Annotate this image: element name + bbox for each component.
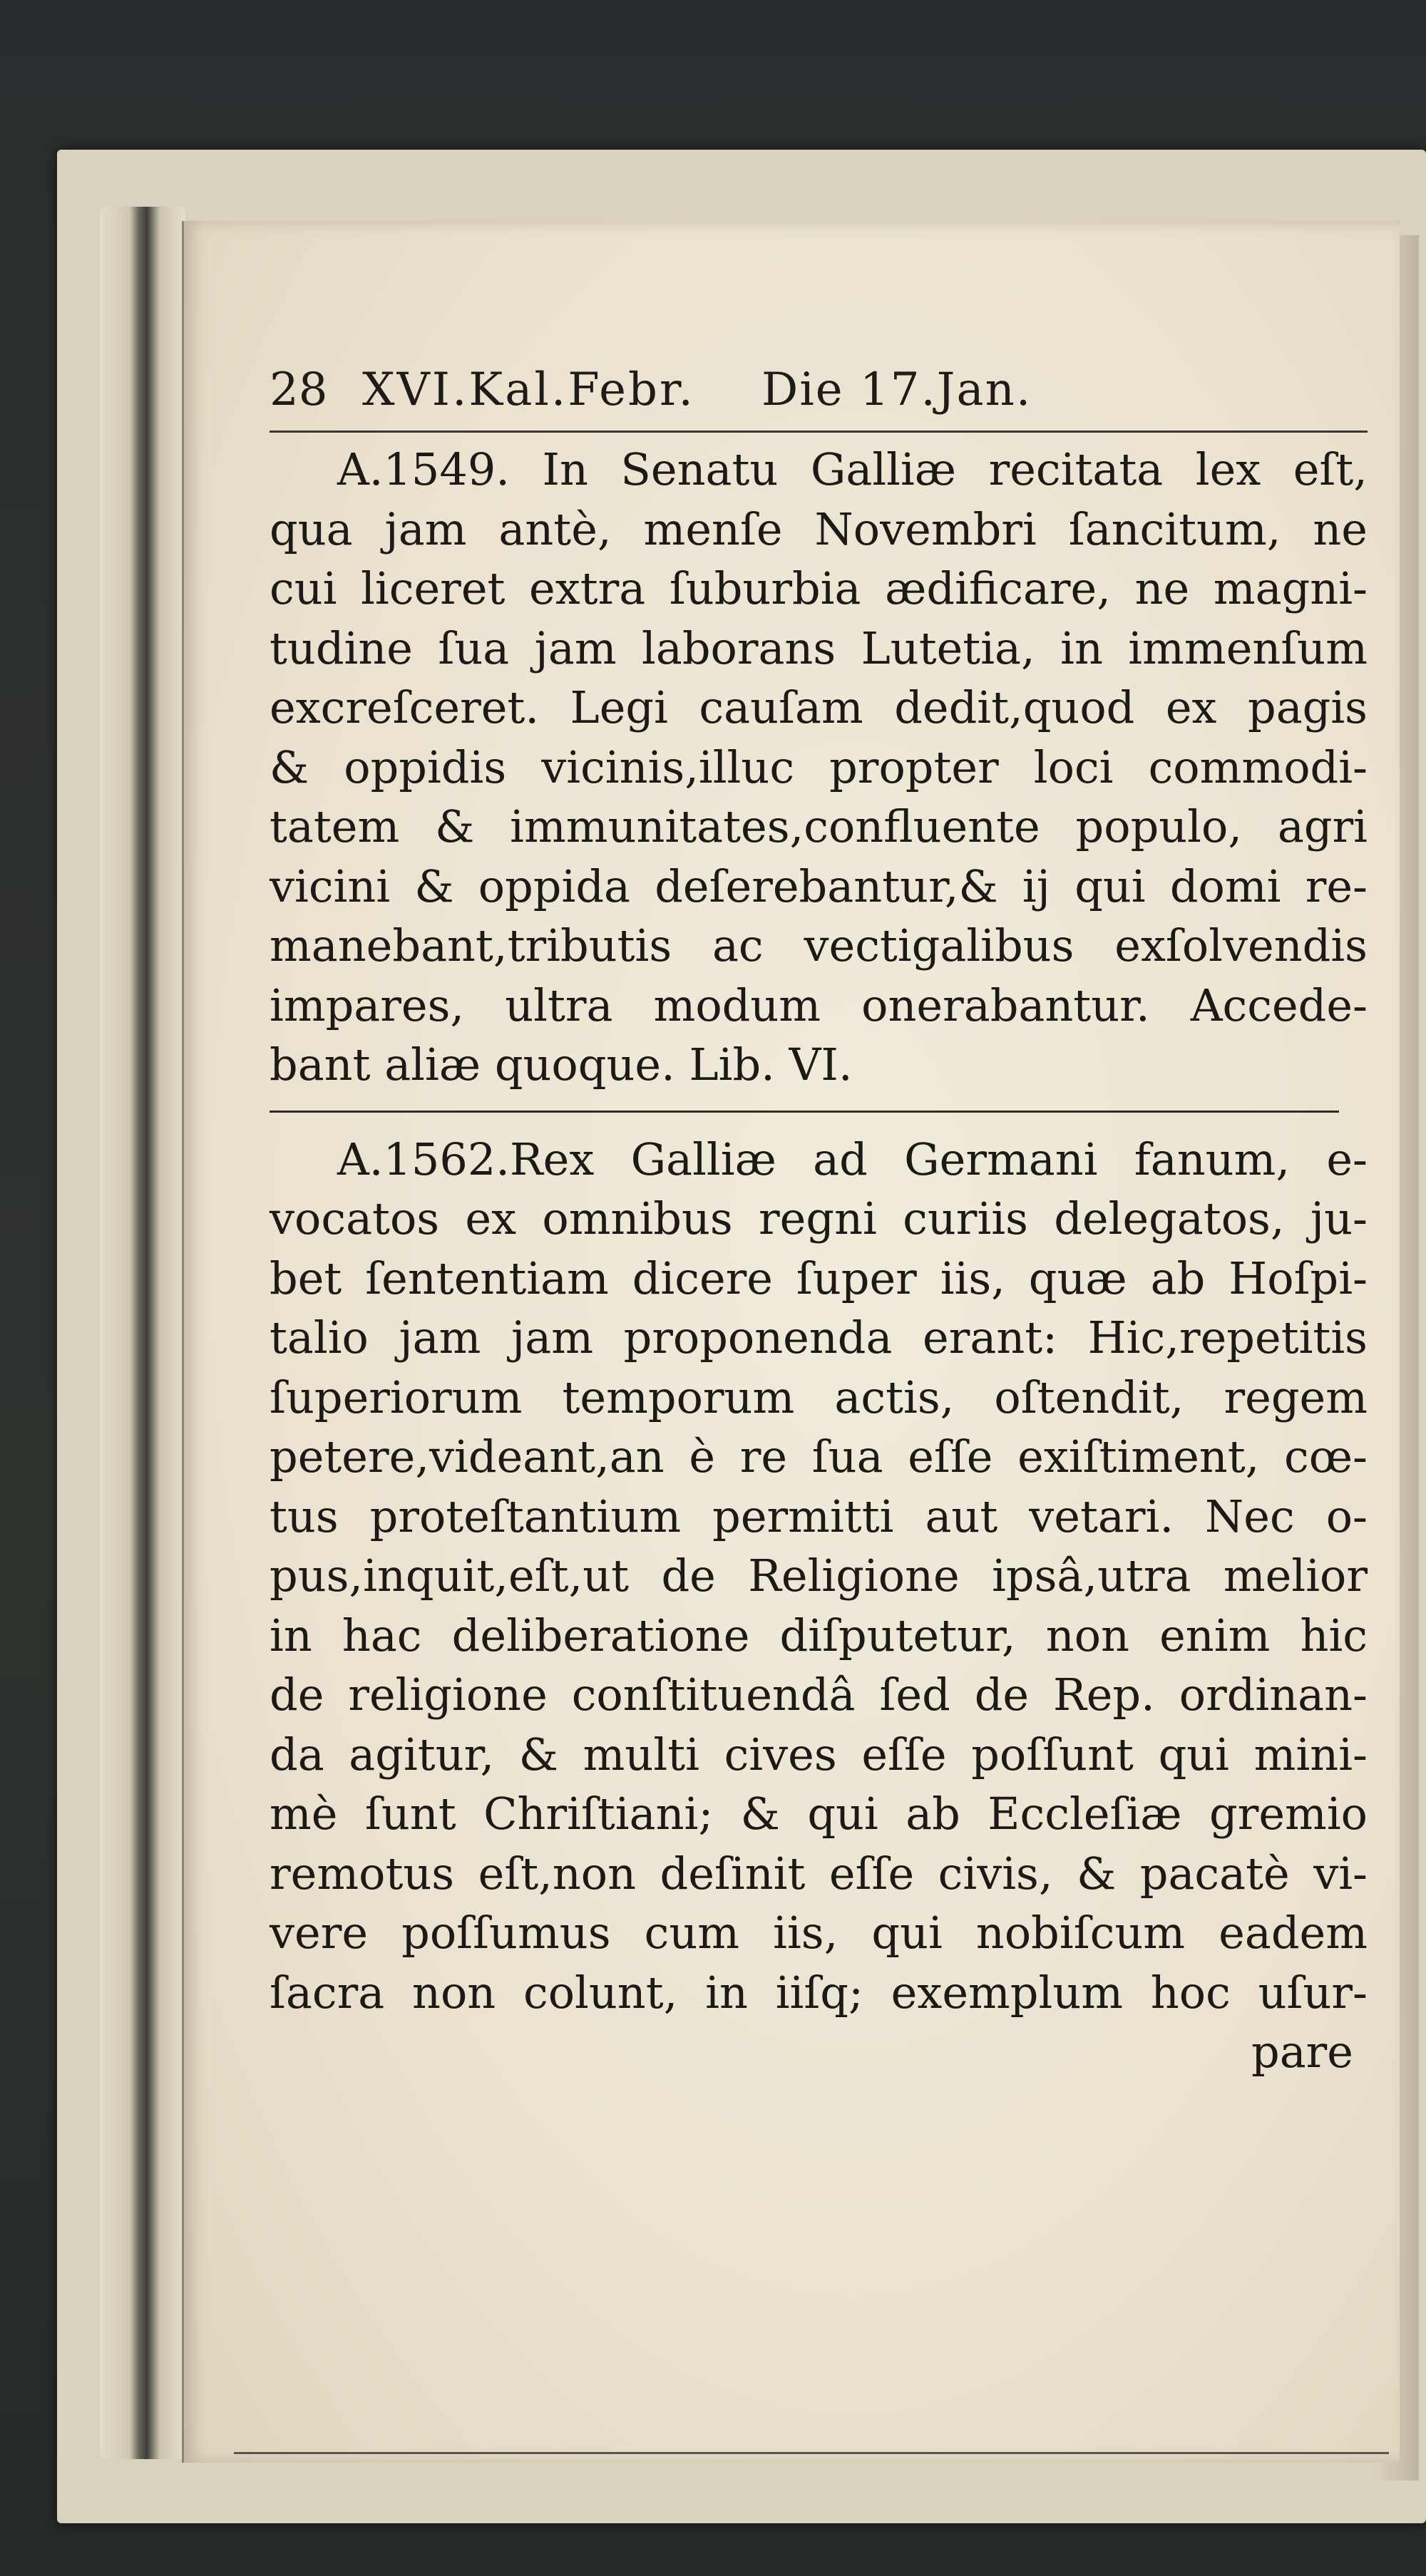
entry-1562 [270,1130,1368,2023]
text-line: vere poſſumus cum iis, qui nobiſcum eadem [270,1907,1368,1959]
text-line: in hac deliberatione diſputetur, non enim hic [270,1609,1368,1661]
text-line: vicini & oppida deſerebantur,& ij qui domi re- [270,860,1368,912]
running-head [270,364,1368,428]
page-bottom-rule [234,2452,1389,2454]
text-line: mè ſunt Chriſtiani; & qui ab Eccleſiæ gremio [270,1788,1368,1840]
running-head-date: Die 17.Jan. [761,364,1032,416]
entry-1549 [270,440,1368,1095]
text-line: bant aliæ quoque. Lib. VI. [270,1039,853,1091]
text-line: pus,inquit,eſt,ut de Religione ipsâ,utra melior [270,1550,1368,1602]
book-page [182,221,1400,2463]
text-line: qua jam antè, menſe Novembri ſancitum, ne [270,503,1368,555]
text-line: & oppidis vicinis,illuc propter loci commodi- [270,741,1368,793]
text-line: excreſceret. Legi cauſam dedit,quod ex pagis [270,681,1368,733]
page-number: 28 [270,364,328,416]
text-line: de religione conſtituendâ ſed de Rep. ordinan- [270,1669,1368,1721]
text-line: impares, ultra modum onerabantur. Accede- [270,979,1368,1031]
text-line: manebant,tributis ac vectigalibus exſolvendis [270,919,1368,972]
text-line: A.1549. In Senatu Galliæ recitata lex eſt, [337,443,1368,495]
text-line: vocatos ex omnibus regni curiis delegatos, ju- [270,1192,1368,1245]
text-line: tus proteſtantium permitti aut vetari. Nec o- [270,1490,1368,1542]
catchword: pare [1251,2026,1353,2078]
text-line: cui liceret extra ſuburbia ædificare, ne magni- [270,562,1368,614]
page-text-block [270,364,1368,2082]
text-line: da agitur, & multi cives eſſe poſſunt qui mini- [270,1728,1368,1781]
text-line: talio jam jam proponenda erant: Hic,repetitis [270,1312,1368,1364]
running-head-day: XVI.Kal.Febr. [362,364,695,416]
text-line: petere,videant,an è re ſua eſſe exiſtiment, cœ- [270,1431,1368,1483]
entry-separator-rule [270,1111,1339,1113]
text-line: tudine ſua jam laborans Lutetia, in immenſum [270,622,1368,674]
text-line: bet ſententiam dicere ſuper iis, quæ ab Hoſpi- [270,1252,1368,1304]
text-line: tatem & immunitates,confluente populo, agri [270,800,1368,852]
text-line: remotus eſt,non deſinit eſſe civis, & pacatè vi- [270,1847,1368,1900]
book-spine-gutter [100,207,185,2459]
head-rule [270,431,1368,433]
text-line: ſuperiorum temporum actis, oſtendit, regem [270,1371,1368,1423]
text-line: ſacra non colunt, in iiſq; exemplum hoc uſur- [270,1966,1368,2019]
text-line: A.1562.Rex Galliæ ad Germani fanum, e- [337,1133,1368,1185]
